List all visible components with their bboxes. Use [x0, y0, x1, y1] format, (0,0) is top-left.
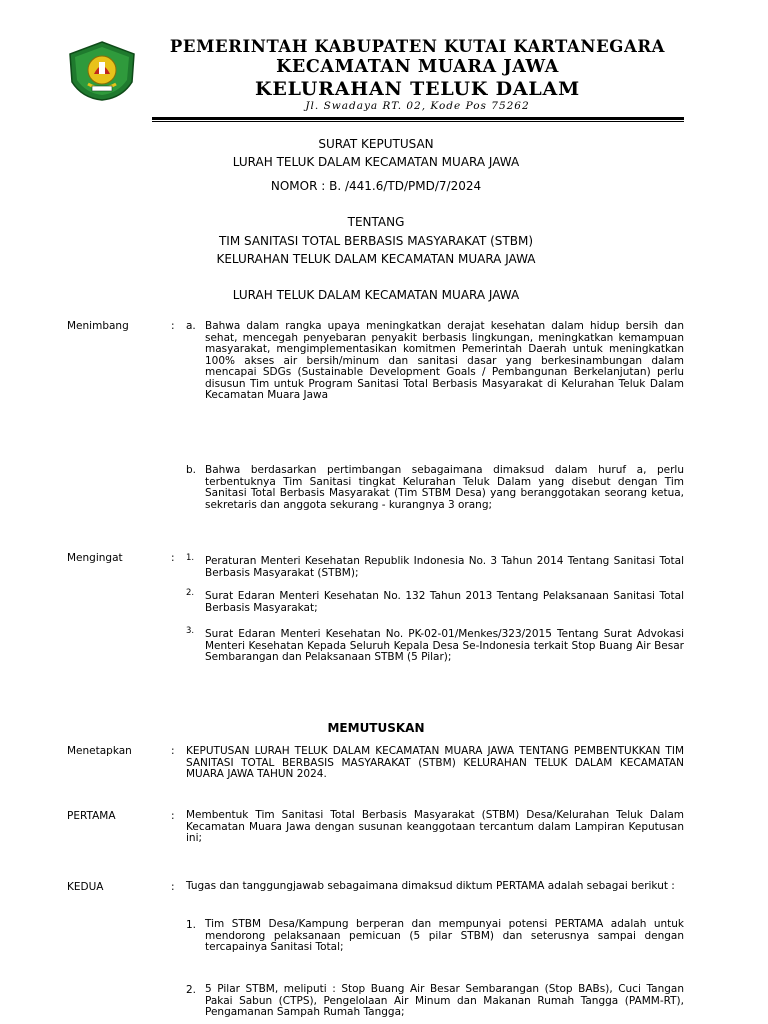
title-subject-2: KELURAHAN TELUK DALAM KECAMATAN MUARA JAWA	[216, 252, 536, 266]
kedua-text-1: Tim STBM Desa/Kampung berperan dan mempunyai potensi PERTAMA adalah untuk mendorong pelaksanaan pemicuan (5 pilar STBM) dan seterusnya sampai dengan tercapainya Sanitasi Total;	[205, 918, 684, 953]
letterhead-rule-thin	[152, 121, 684, 122]
pertama-colon: :	[171, 810, 175, 822]
pertama-label: PERTAMA	[67, 810, 116, 822]
mengingat-marker-1: 1.	[186, 553, 195, 563]
kutai-kartanegara-emblem-icon	[66, 40, 138, 102]
mengingat-label: Mengingat	[67, 552, 123, 564]
menetapkan-label: Menetapkan	[67, 745, 132, 757]
kedua-marker-1: 1.	[186, 919, 197, 931]
menimbang-text-b: Bahwa berdasarkan pertimbangan sebagaimana dimaksud dalam huruf a, perlu terbentuknya Tim Sanitasi tingkat Kelurahan Teluk Dalam yang disebut dengan Tim Sanitasi Total Berbasis Masyarakat (Tim STBM Desa) yang beranggotakan seorang ketua, sekretaris dan anggota sekurang - kurangnya 3 orang;	[205, 464, 684, 511]
menimbang-marker-b: b.	[186, 464, 197, 476]
title-nomor: NOMOR : B. /441.6/TD/PMD/7/2024	[270, 179, 482, 193]
mengingat-text-1: Peraturan Menteri Kesehatan Republik Indonesia No. 3 Tahun 2014 Tentang Sanitasi Total Berbasis Masyarakat (STBM);	[205, 555, 684, 579]
kedua-colon: :	[171, 881, 175, 893]
title-surat: SURAT KEPUTUSAN	[318, 137, 434, 151]
title-tentang: TENTANG	[347, 215, 405, 229]
letterhead-address: Jl. Swadaya RT. 02, Kode Pos 75262	[305, 100, 530, 112]
mengingat-text-2: Surat Edaran Menteri Kesehatan No. 132 Tahun 2013 Tentang Pelaksanaan Sanitasi Total Berbasis Masyarakat;	[205, 590, 684, 614]
kedua-marker-2: 2.	[186, 984, 197, 996]
pertama-text: Membentuk Tim Sanitasi Total Berbasis Masyarakat (STBM) Desa/Kelurahan Teluk Dalam Kecamatan Muara Jawa dengan susunan keanggotaan tercantum dalam Lampiran Keputusan ini;	[186, 809, 684, 844]
letterhead-line-2: KECAMATAN MUARA JAWA	[276, 57, 559, 77]
menetapkan-colon: :	[171, 745, 175, 757]
letterhead-line-3: KELURAHAN TELUK DALAM	[255, 78, 580, 100]
letterhead-rule-thick	[152, 117, 684, 120]
menimbang-marker-a: a.	[186, 320, 196, 332]
title-subject-1: TIM SANITASI TOTAL BERBASIS MASYARAKAT (STBM)	[218, 234, 534, 248]
menimbang-text-a: Bahwa dalam rangka upaya meningkatkan derajat kesehatan dalam hidup bersih dan sehat, mencegah penyebaran penyakit berbasis lingkungan, meningkatkan kemampuan masyarakat, mengimplementasikan komitmen Pemerintah Daerah untuk meningkatkan 100% akses air bersih/minum dan sanitasi dasar yang berkesinambungan dalam mencapai SDGs (Sustainable Development Goals / Pembangunan Berkelanjutan) perlu disusun Tim untuk Program Sanitasi Total Berbasis Masyarakat di Kelurahan Teluk Dalam Kecamatan Muara Jawa	[205, 320, 684, 401]
memutuskan-heading: MEMUTUSKAN	[327, 721, 425, 735]
letterhead-line-1: PEMERINTAH KABUPATEN KUTAI KARTANEGARA	[169, 37, 666, 56]
kedua-text-2: 5 Pilar STBM, meliputi : Stop Buang Air Besar Sembarangan (Stop BABs), Cuci Tangan Pakai Sabun (CTPS), Pengelolaan Air Minum dan Makanan Rumah Tangga (PAMM-RT), Pengamanan Sampah Rumah Tangga;	[205, 983, 684, 1018]
title-lurah: LURAH TELUK DALAM KECAMATAN MUARA JAWA	[232, 155, 520, 169]
mengingat-colon: :	[171, 552, 175, 564]
mengingat-marker-2: 2.	[186, 588, 195, 598]
kedua-intro: Tugas dan tanggungjawab sebagaimana dimaksud diktum PERTAMA adalah sebagai berikut :	[186, 880, 675, 892]
mengingat-text-3: Surat Edaran Menteri Kesehatan No. PK-02-01/Menkes/323/2015 Tentang Surat Advokasi Menteri Kesehatan Kepada Seluruh Kepala Desa Se-Indonesia terkait Stop Buang Air Besar Sembarangan dan Pelaksanaan STBM (5 Pilar);	[205, 628, 684, 663]
menetapkan-text: KEPUTUSAN LURAH TELUK DALAM KECAMATAN MUARA JAWA TENTANG PEMBENTUKKAN TIM SANITASI TOTAL BERBASIS MASYARAKAT (STBM) KELURAHAN TELUK DALAM KECAMATAN MUARA JAWA TAHUN 2024.	[186, 745, 684, 780]
menimbang-label: Menimbang	[67, 320, 129, 332]
title-signer: LURAH TELUK DALAM KECAMATAN MUARA JAWA	[232, 288, 520, 302]
menimbang-colon: :	[171, 320, 175, 332]
mengingat-marker-3: 3.	[186, 626, 195, 636]
kedua-label: KEDUA	[67, 881, 104, 893]
